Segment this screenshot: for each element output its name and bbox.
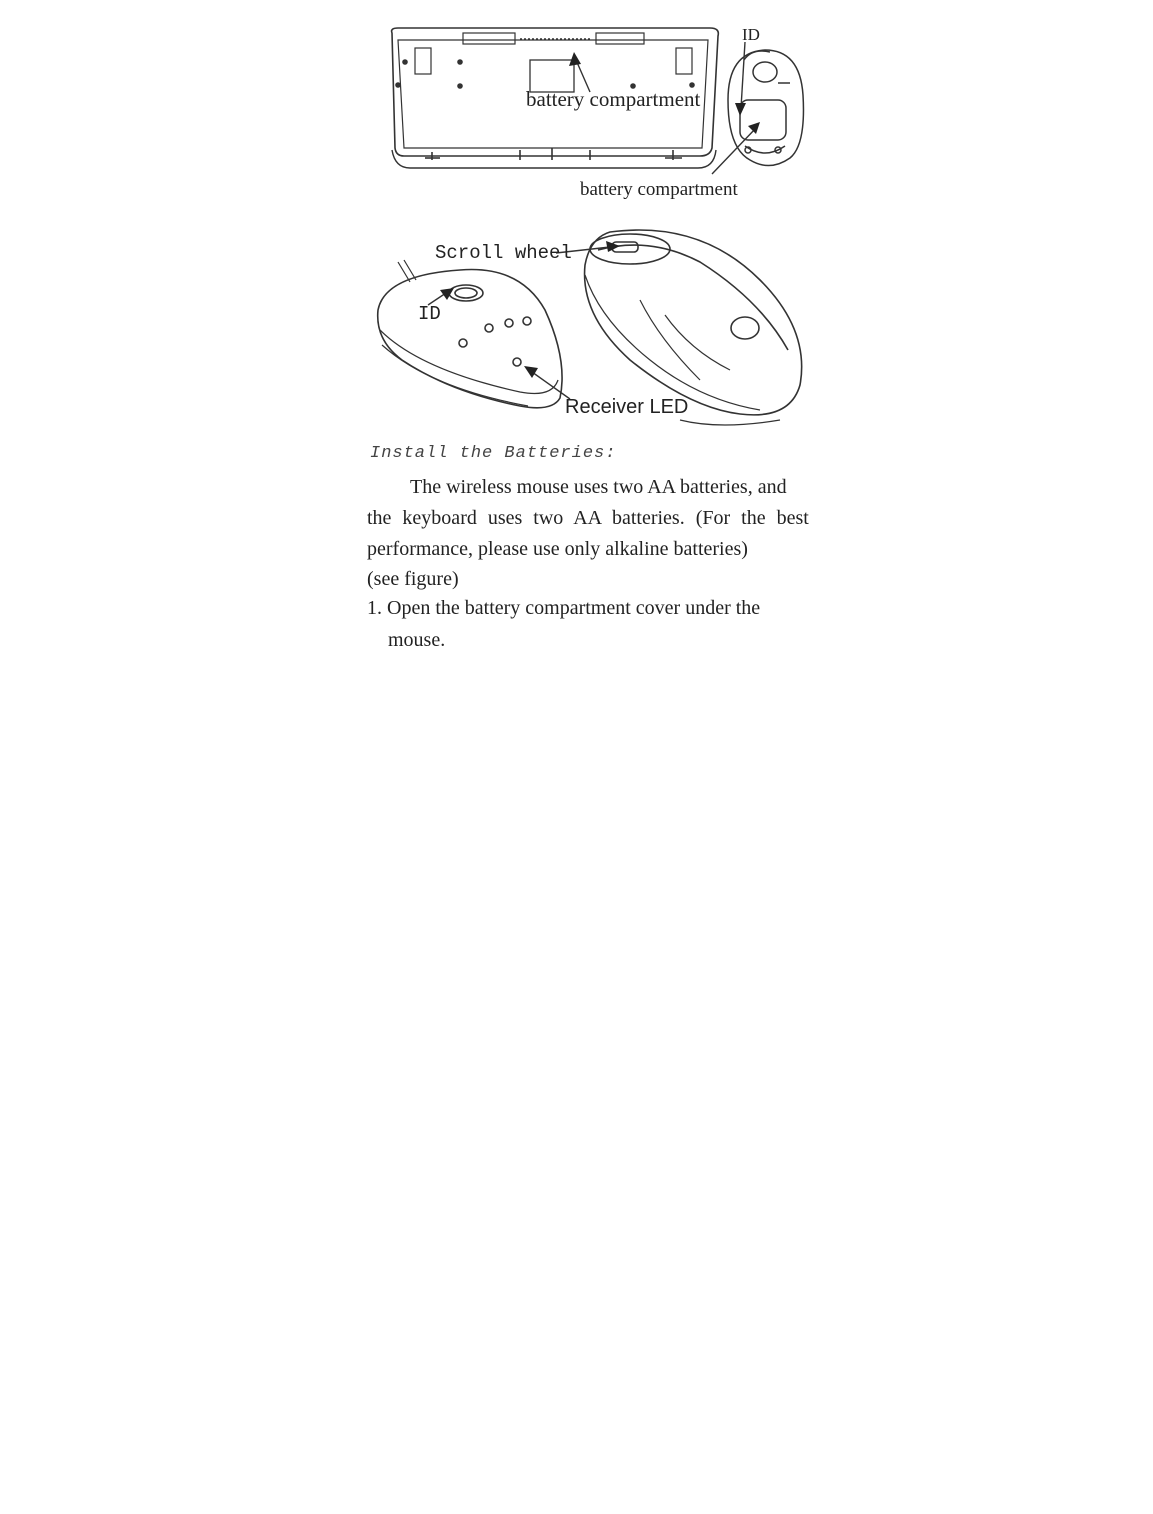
scroll-wheel-label: Scroll wheel	[435, 242, 572, 264]
receiver-id-label: ID	[418, 303, 441, 325]
step-1-line-2: mouse.	[388, 629, 446, 651]
mouse-battery-compartment-label: battery compartment	[580, 179, 738, 200]
receiver-led-label: Receiver LED	[565, 396, 689, 418]
intro-line-4: (see figure)	[367, 568, 459, 590]
figure-keyboard-mouse	[0, 0, 1153, 210]
intro-line-1: The wireless mouse uses two AA batteries, and	[410, 476, 787, 498]
intro-line-2: the keyboard uses two AA batteries. (For the best	[367, 507, 809, 529]
section-heading: Install the Batteries:	[370, 444, 617, 463]
keyboard-battery-compartment-label: battery compartment	[526, 87, 701, 111]
step-1-line-1: 1. Open the battery compartment cover under the	[367, 597, 761, 619]
mouse-id-label-top: ID	[742, 25, 760, 44]
figure-receiver-mouse	[0, 220, 1153, 430]
intro-line-3: performance, please use only alkaline batteries)	[367, 538, 748, 560]
